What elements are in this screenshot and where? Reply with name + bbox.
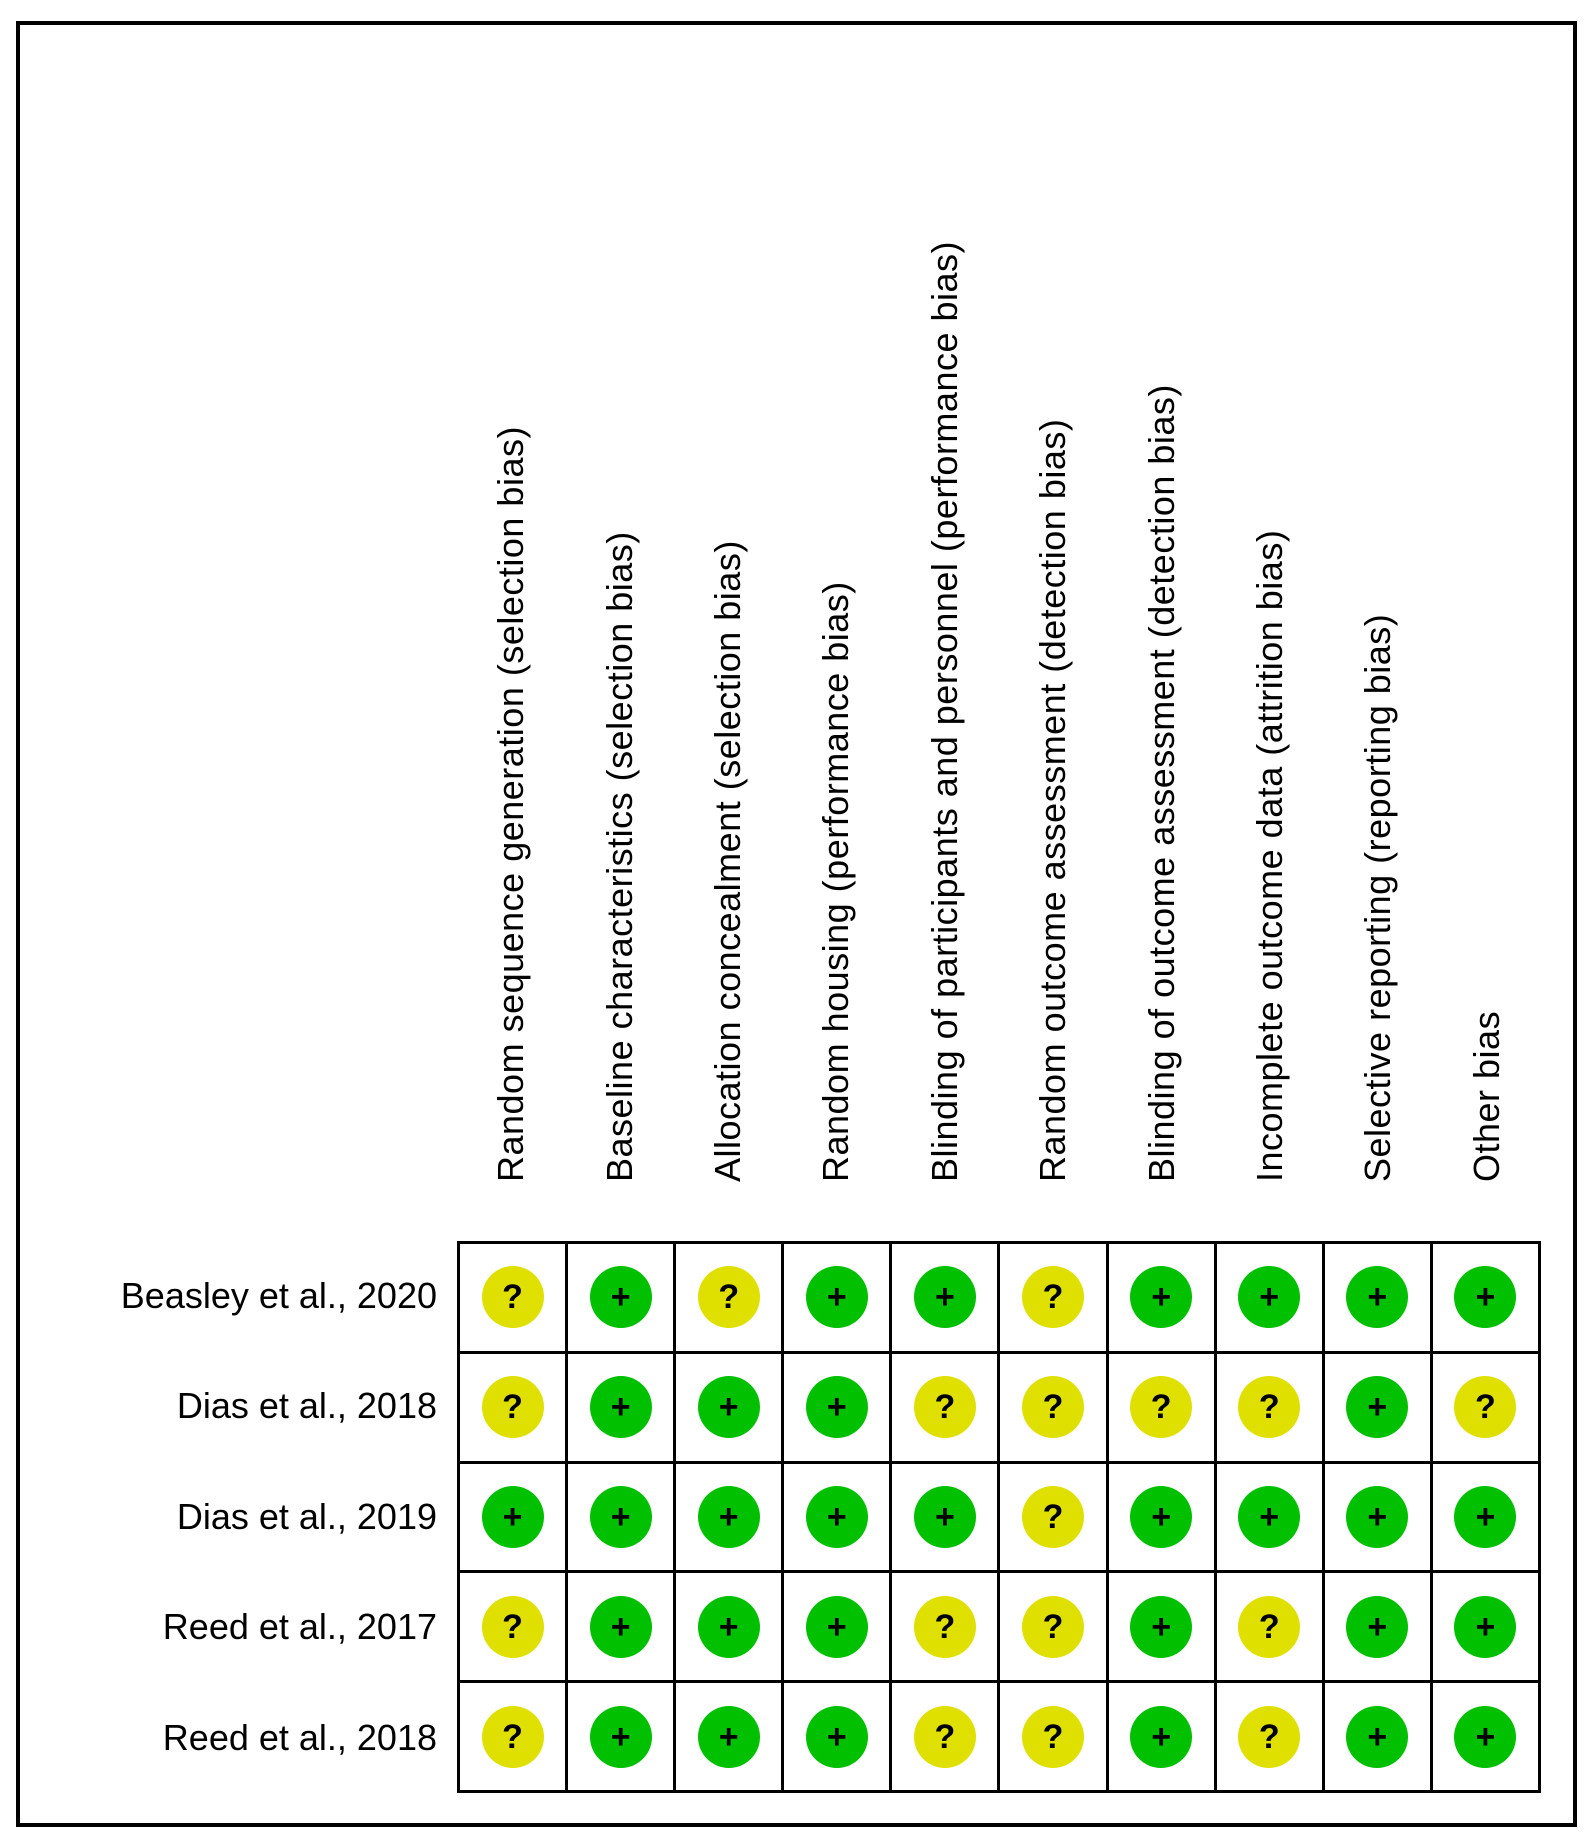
low-risk-plus-icon: + <box>1346 1266 1408 1328</box>
low-risk-plus-icon: + <box>482 1486 544 1548</box>
low-risk-plus-icon: + <box>698 1596 760 1658</box>
grid-cell <box>892 1464 997 1571</box>
study-label: Dias et al., 2019 <box>176 1495 437 1537</box>
unclear-risk-question-icon: ? <box>914 1376 976 1438</box>
grid-cell <box>784 1354 889 1461</box>
column-header <box>1467 22 1507 1222</box>
column-header <box>600 22 640 1222</box>
low-risk-plus-icon: + <box>914 1266 976 1328</box>
low-risk-plus-icon: + <box>590 1596 652 1658</box>
grid-cell <box>676 1244 781 1351</box>
unclear-risk-question-icon: ? <box>482 1376 544 1438</box>
grid-cell <box>1433 1573 1538 1680</box>
grid-cell <box>1000 1683 1105 1790</box>
low-risk-plus-icon: + <box>806 1376 868 1438</box>
grid-cell <box>1433 1244 1538 1351</box>
unclear-risk-question-icon: ? <box>1022 1266 1084 1328</box>
grid-cell <box>460 1354 565 1461</box>
grid-cell <box>1217 1464 1322 1571</box>
unclear-risk-question-icon: ? <box>1022 1376 1084 1438</box>
grid-cell <box>1109 1683 1214 1790</box>
low-risk-plus-icon: + <box>1454 1706 1516 1768</box>
low-risk-plus-icon: + <box>1130 1706 1192 1768</box>
grid-cell <box>1325 1354 1430 1461</box>
low-risk-plus-icon: + <box>1454 1266 1516 1328</box>
unclear-risk-question-icon: ? <box>1454 1376 1516 1438</box>
unclear-risk-question-icon: ? <box>914 1596 976 1658</box>
grid-cell <box>1000 1464 1105 1571</box>
grid-cell <box>460 1683 565 1790</box>
column-header-label: Random sequence generation (selection bias) <box>490 426 532 1182</box>
column-header-label: Incomplete outcome data (attrition bias) <box>1249 529 1290 1182</box>
column-header-label: Blinding of outcome assessment (detection bias) <box>1140 384 1182 1182</box>
low-risk-plus-icon: + <box>590 1266 652 1328</box>
grid-cell <box>1000 1244 1105 1351</box>
low-risk-plus-icon: + <box>1346 1596 1408 1658</box>
grid-cell <box>1433 1354 1538 1461</box>
grid-cell <box>784 1244 889 1351</box>
unclear-risk-question-icon: ? <box>482 1266 544 1328</box>
column-header <box>1142 22 1182 1222</box>
low-risk-plus-icon: + <box>1454 1596 1516 1658</box>
grid-cell <box>568 1244 673 1351</box>
unclear-risk-question-icon: ? <box>1238 1706 1300 1768</box>
risk-of-bias-grid <box>457 1241 1541 1793</box>
grid-cell <box>460 1464 565 1571</box>
column-header <box>1250 22 1290 1222</box>
grid-cell <box>1433 1464 1538 1571</box>
grid-cell <box>1000 1354 1105 1461</box>
unclear-risk-question-icon: ? <box>1022 1486 1084 1548</box>
unclear-risk-question-icon: ? <box>482 1706 544 1768</box>
grid-cell <box>892 1683 997 1790</box>
grid-cell <box>460 1244 565 1351</box>
grid-cell <box>1217 1354 1322 1461</box>
grid-cell <box>892 1354 997 1461</box>
grid-cell <box>892 1573 997 1680</box>
column-header-label: Random housing (performance bias) <box>815 581 857 1182</box>
column-header <box>1033 22 1073 1222</box>
grid-cell <box>784 1464 889 1571</box>
unclear-risk-question-icon: ? <box>482 1596 544 1658</box>
grid-cell <box>568 1683 673 1790</box>
grid-cell <box>568 1354 673 1461</box>
grid-cell <box>676 1464 781 1571</box>
unclear-risk-question-icon: ? <box>1022 1706 1084 1768</box>
unclear-risk-question-icon: ? <box>1238 1376 1300 1438</box>
low-risk-plus-icon: + <box>1454 1486 1516 1548</box>
study-label: Reed et al., 2017 <box>162 1606 437 1648</box>
grid-cell <box>1325 1464 1430 1571</box>
low-risk-plus-icon: + <box>806 1596 868 1658</box>
low-risk-plus-icon: + <box>1130 1266 1192 1328</box>
grid-cell <box>892 1244 997 1351</box>
column-header <box>491 22 531 1222</box>
grid-cell <box>1109 1354 1214 1461</box>
grid-cell <box>460 1573 565 1680</box>
column-header <box>1358 22 1398 1222</box>
low-risk-plus-icon: + <box>1130 1596 1192 1658</box>
grid-cell <box>1109 1573 1214 1680</box>
low-risk-plus-icon: + <box>1346 1486 1408 1548</box>
low-risk-plus-icon: + <box>806 1706 868 1768</box>
grid-cell <box>784 1683 889 1790</box>
low-risk-plus-icon: + <box>806 1266 868 1328</box>
low-risk-plus-icon: + <box>914 1486 976 1548</box>
grid-cell <box>676 1683 781 1790</box>
grid-cell <box>1325 1244 1430 1351</box>
unclear-risk-question-icon: ? <box>1130 1376 1192 1438</box>
column-header <box>708 22 748 1222</box>
unclear-risk-question-icon: ? <box>1022 1596 1084 1658</box>
grid-cell <box>1109 1244 1214 1351</box>
column-header-label: Selective reporting (reporting bias) <box>1357 613 1399 1182</box>
low-risk-plus-icon: + <box>698 1376 760 1438</box>
column-header-label: Blinding of participants and personnel (performance bias) <box>923 240 965 1182</box>
low-risk-plus-icon: + <box>590 1486 652 1548</box>
column-header-label: Random outcome assessment (detection bias) <box>1032 418 1074 1182</box>
study-label: Beasley et al., 2020 <box>120 1275 437 1316</box>
low-risk-plus-icon: + <box>1130 1486 1192 1548</box>
grid-cell <box>568 1464 673 1571</box>
grid-cell <box>676 1354 781 1461</box>
grid-cell <box>676 1573 781 1680</box>
grid-cell <box>1217 1244 1322 1351</box>
study-label: Reed et al., 2018 <box>162 1716 437 1758</box>
grid-cell <box>1325 1683 1430 1790</box>
grid-cell <box>568 1573 673 1680</box>
column-header <box>925 22 965 1222</box>
grid-cell <box>1325 1573 1430 1680</box>
unclear-risk-question-icon: ? <box>1238 1596 1300 1658</box>
low-risk-plus-icon: + <box>1346 1376 1408 1438</box>
low-risk-plus-icon: + <box>698 1486 760 1548</box>
unclear-risk-question-icon: ? <box>914 1706 976 1768</box>
low-risk-plus-icon: + <box>1346 1706 1408 1768</box>
low-risk-plus-icon: + <box>698 1706 760 1768</box>
column-header-label: Allocation concealment (selection bias) <box>707 540 748 1182</box>
study-label: Dias et al., 2018 <box>176 1385 437 1427</box>
grid-cell <box>784 1573 889 1680</box>
low-risk-plus-icon: + <box>806 1486 868 1548</box>
column-header-label: Other bias <box>1465 1010 1507 1182</box>
grid-cell <box>1217 1573 1322 1680</box>
low-risk-plus-icon: + <box>1238 1486 1300 1548</box>
column-header-label: Baseline characteristics (selection bias) <box>598 531 640 1182</box>
grid-cell <box>1109 1464 1214 1571</box>
low-risk-plus-icon: + <box>590 1706 652 1768</box>
grid-cell <box>1217 1683 1322 1790</box>
unclear-risk-question-icon: ? <box>698 1266 760 1328</box>
low-risk-plus-icon: + <box>590 1376 652 1438</box>
grid-cell <box>1433 1683 1538 1790</box>
grid-cell <box>1000 1573 1105 1680</box>
column-header <box>816 22 856 1222</box>
low-risk-plus-icon: + <box>1238 1266 1300 1328</box>
